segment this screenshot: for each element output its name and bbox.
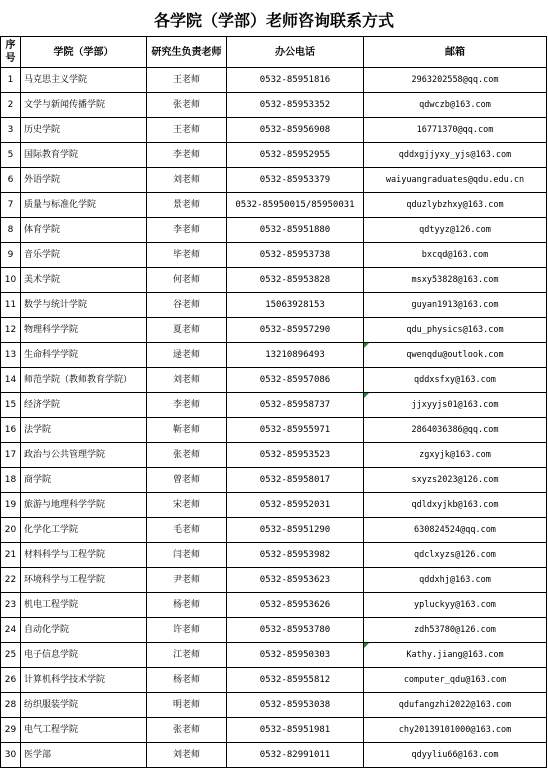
cell-school: 纺织服装学院 <box>21 693 147 718</box>
table-row <box>1 293 547 318</box>
cell-no: 11 <box>1 293 21 318</box>
cell-phone: 0532-85953780 <box>227 618 364 643</box>
cell-email: qdldxyjkb@163.com <box>364 493 547 518</box>
table-row <box>1 443 547 468</box>
cell-email: Kathy.jiang@163.com <box>364 643 547 668</box>
table-row <box>1 568 547 593</box>
cell-phone: 0532-85950303 <box>227 643 364 668</box>
cell-teacher: 许老师 <box>147 618 227 643</box>
cell-phone: 0532-82991011 <box>227 743 364 768</box>
cell-teacher: 张老师 <box>147 93 227 118</box>
cell-email: zgxyjk@163.com <box>364 443 547 468</box>
cell-phone: 0532-85955971 <box>227 418 364 443</box>
cell-school: 数学与统计学院 <box>21 293 147 318</box>
cell-teacher: 谷老师 <box>147 293 227 318</box>
cell-phone: 0532-85951880 <box>227 218 364 243</box>
header-no: 序号 <box>1 37 21 68</box>
table-row <box>1 493 547 518</box>
cell-phone: 0532-85957086 <box>227 368 364 393</box>
cell-no: 10 <box>1 268 21 293</box>
cell-no: 30 <box>1 743 21 768</box>
table-row <box>1 68 547 93</box>
cell-school: 国际教育学院 <box>21 143 147 168</box>
cell-email: qdclxyzs@126.com <box>364 543 547 568</box>
cell-no: 17 <box>1 443 21 468</box>
table-row <box>1 168 547 193</box>
cell-phone: 0532-85951816 <box>227 68 364 93</box>
cell-phone: 0532-85953828 <box>227 268 364 293</box>
cell-teacher: 闫老师 <box>147 543 227 568</box>
cell-email: qdyyliu66@163.com <box>364 743 547 768</box>
cell-no: 22 <box>1 568 21 593</box>
cell-no: 9 <box>1 243 21 268</box>
header-email: 邮箱 <box>364 37 547 68</box>
cell-teacher: 毛老师 <box>147 518 227 543</box>
cell-no: 19 <box>1 493 21 518</box>
cell-no: 13 <box>1 343 21 368</box>
cell-phone: 0532-85953982 <box>227 543 364 568</box>
cell-phone: 0532-85951290 <box>227 518 364 543</box>
cell-school: 化学化工学院 <box>21 518 147 543</box>
table-row <box>1 268 547 293</box>
cell-school: 外语学院 <box>21 168 147 193</box>
cell-phone: 0532-85950015/85950031 <box>227 193 364 218</box>
header-row <box>1 37 547 68</box>
cell-email: qddxgjjyxy_yjs@163.com <box>364 143 547 168</box>
cell-phone: 0532-85951981 <box>227 718 364 743</box>
header-phone: 办公电话 <box>227 37 364 68</box>
header-school: 学院（学部） <box>21 37 147 68</box>
cell-no: 28 <box>1 693 21 718</box>
table-row <box>1 218 547 243</box>
cell-no: 29 <box>1 718 21 743</box>
cell-email: qwenqdu@outlook.com <box>364 343 547 368</box>
cell-school: 历史学院 <box>21 118 147 143</box>
cell-school: 电子信息学院 <box>21 643 147 668</box>
cell-phone: 0532-85953523 <box>227 443 364 468</box>
table-row <box>1 718 547 743</box>
table-row <box>1 693 547 718</box>
cell-email: jjxyyjs01@163.com <box>364 393 547 418</box>
cell-school: 自动化学院 <box>21 618 147 643</box>
cell-phone: 0532-85953626 <box>227 593 364 618</box>
cell-no: 21 <box>1 543 21 568</box>
cell-email: 630824524@qq.com <box>364 518 547 543</box>
cell-teacher: 王老师 <box>147 68 227 93</box>
cell-school: 政治与公共管理学院 <box>21 443 147 468</box>
table-row <box>1 743 547 768</box>
cell-no: 1 <box>1 68 21 93</box>
cell-teacher: 杨老师 <box>147 668 227 693</box>
cell-teacher: 王老师 <box>147 118 227 143</box>
cell-school: 体育学院 <box>21 218 147 243</box>
table-row <box>1 393 547 418</box>
cell-school: 马克思主义学院 <box>21 68 147 93</box>
cell-school: 质量与标准化学院 <box>21 193 147 218</box>
table-row <box>1 618 547 643</box>
cell-no: 23 <box>1 593 21 618</box>
cell-email: bxcqd@163.com <box>364 243 547 268</box>
cell-no: 3 <box>1 118 21 143</box>
cell-no: 20 <box>1 518 21 543</box>
table-row <box>1 318 547 343</box>
cell-no: 25 <box>1 643 21 668</box>
cell-email: qdufangzhi2022@163.com <box>364 693 547 718</box>
cell-no: 15 <box>1 393 21 418</box>
cell-school: 生命科学学院 <box>21 343 147 368</box>
cell-phone: 0532-85953038 <box>227 693 364 718</box>
cell-phone: 0532-85955812 <box>227 668 364 693</box>
cell-email: chy20139101000@163.com <box>364 718 547 743</box>
cell-teacher: 杨老师 <box>147 593 227 618</box>
cell-teacher: 江老师 <box>147 643 227 668</box>
table-row <box>1 193 547 218</box>
cell-phone: 0532-85958017 <box>227 468 364 493</box>
table-row <box>1 643 547 668</box>
cell-email: qduzlybzhxy@163.com <box>364 193 547 218</box>
cell-phone: 0532-85953379 <box>227 168 364 193</box>
cell-teacher: 尹老师 <box>147 568 227 593</box>
table-row <box>1 518 547 543</box>
cell-no: 24 <box>1 618 21 643</box>
cell-teacher: 曾老师 <box>147 468 227 493</box>
cell-email: 2963202558@qq.com <box>364 68 547 93</box>
cell-phone: 0532-85956908 <box>227 118 364 143</box>
cell-phone: 13210896493 <box>227 343 364 368</box>
cell-phone: 15063928153 <box>227 293 364 318</box>
cell-email: qdtyyz@126.com <box>364 218 547 243</box>
cell-school: 环境科学与工程学院 <box>21 568 147 593</box>
cell-no: 12 <box>1 318 21 343</box>
cell-school: 文学与新闻传播学院 <box>21 93 147 118</box>
cell-school: 旅游与地理科学学院 <box>21 493 147 518</box>
cell-school: 师范学院（教师教育学院） <box>21 368 147 393</box>
cell-teacher: 毕老师 <box>147 243 227 268</box>
cell-school: 医学部 <box>21 743 147 768</box>
cell-school: 音乐学院 <box>21 243 147 268</box>
table-row <box>1 468 547 493</box>
contact-table <box>0 36 547 768</box>
cell-phone: 0532-85957290 <box>227 318 364 343</box>
page-title: 各学院（学部）老师咨询联系方式 <box>153 11 394 30</box>
cell-no: 8 <box>1 218 21 243</box>
cell-teacher: 景老师 <box>147 193 227 218</box>
cell-teacher: 明老师 <box>147 693 227 718</box>
cell-teacher: 李老师 <box>147 143 227 168</box>
cell-email: qddxsfxy@163.com <box>364 368 547 393</box>
table-row <box>1 543 547 568</box>
table-row <box>1 668 547 693</box>
cell-teacher: 靳老师 <box>147 418 227 443</box>
cell-teacher: 刘老师 <box>147 168 227 193</box>
cell-email: guyan1913@163.com <box>364 293 547 318</box>
cell-phone: 0532-85952955 <box>227 143 364 168</box>
cell-phone: 0532-85953623 <box>227 568 364 593</box>
cell-teacher: 夏老师 <box>147 318 227 343</box>
cell-teacher: 李老师 <box>147 393 227 418</box>
cell-teacher: 刘老师 <box>147 743 227 768</box>
cell-teacher: 逯老师 <box>147 343 227 368</box>
cell-teacher: 宋老师 <box>147 493 227 518</box>
cell-school: 计算机科学技术学院 <box>21 668 147 693</box>
table-row <box>1 143 547 168</box>
cell-phone: 0532-85952031 <box>227 493 364 518</box>
table-row <box>1 243 547 268</box>
cell-phone: 0532-85953352 <box>227 93 364 118</box>
cell-no: 6 <box>1 168 21 193</box>
cell-school: 机电工程学院 <box>21 593 147 618</box>
cell-teacher: 张老师 <box>147 443 227 468</box>
cell-email: qdu_physics@163.com <box>364 318 547 343</box>
cell-no: 5 <box>1 143 21 168</box>
cell-email: 16771370@qq.com <box>364 118 547 143</box>
cell-email: zdh53780@126.com <box>364 618 547 643</box>
cell-phone: 0532-85958737 <box>227 393 364 418</box>
cell-school: 经济学院 <box>21 393 147 418</box>
cell-teacher: 刘老师 <box>147 368 227 393</box>
cell-school: 商学院 <box>21 468 147 493</box>
cell-email: 2864036386@qq.com <box>364 418 547 443</box>
cell-email: qddxhj@163.com <box>364 568 547 593</box>
cell-no: 14 <box>1 368 21 393</box>
cell-phone: 0532-85953738 <box>227 243 364 268</box>
cell-teacher: 李老师 <box>147 218 227 243</box>
table-body <box>1 68 547 768</box>
cell-no: 16 <box>1 418 21 443</box>
cell-no: 26 <box>1 668 21 693</box>
table-row <box>1 418 547 443</box>
cell-teacher: 张老师 <box>147 718 227 743</box>
cell-no: 7 <box>1 193 21 218</box>
cell-school: 美术学院 <box>21 268 147 293</box>
cell-school: 法学院 <box>21 418 147 443</box>
table-row <box>1 118 547 143</box>
cell-email: qdwczb@163.com <box>364 93 547 118</box>
table-row <box>1 368 547 393</box>
cell-school: 材料科学与工程学院 <box>21 543 147 568</box>
cell-no: 2 <box>1 93 21 118</box>
table-row <box>1 593 547 618</box>
cell-email: ypluckyy@163.com <box>364 593 547 618</box>
cell-email: sxyzs2023@126.com <box>364 468 547 493</box>
cell-email: computer_qdu@163.com <box>364 668 547 693</box>
cell-email: waiyuangraduates@qdu.edu.cn <box>364 168 547 193</box>
cell-no: 18 <box>1 468 21 493</box>
table-row <box>1 93 547 118</box>
cell-email: msxy53828@163.com <box>364 268 547 293</box>
header-teacher: 研究生负责老师 <box>147 37 227 68</box>
cell-school: 电气工程学院 <box>21 718 147 743</box>
cell-teacher: 何老师 <box>147 268 227 293</box>
cell-school: 物理科学学院 <box>21 318 147 343</box>
table-row <box>1 343 547 368</box>
